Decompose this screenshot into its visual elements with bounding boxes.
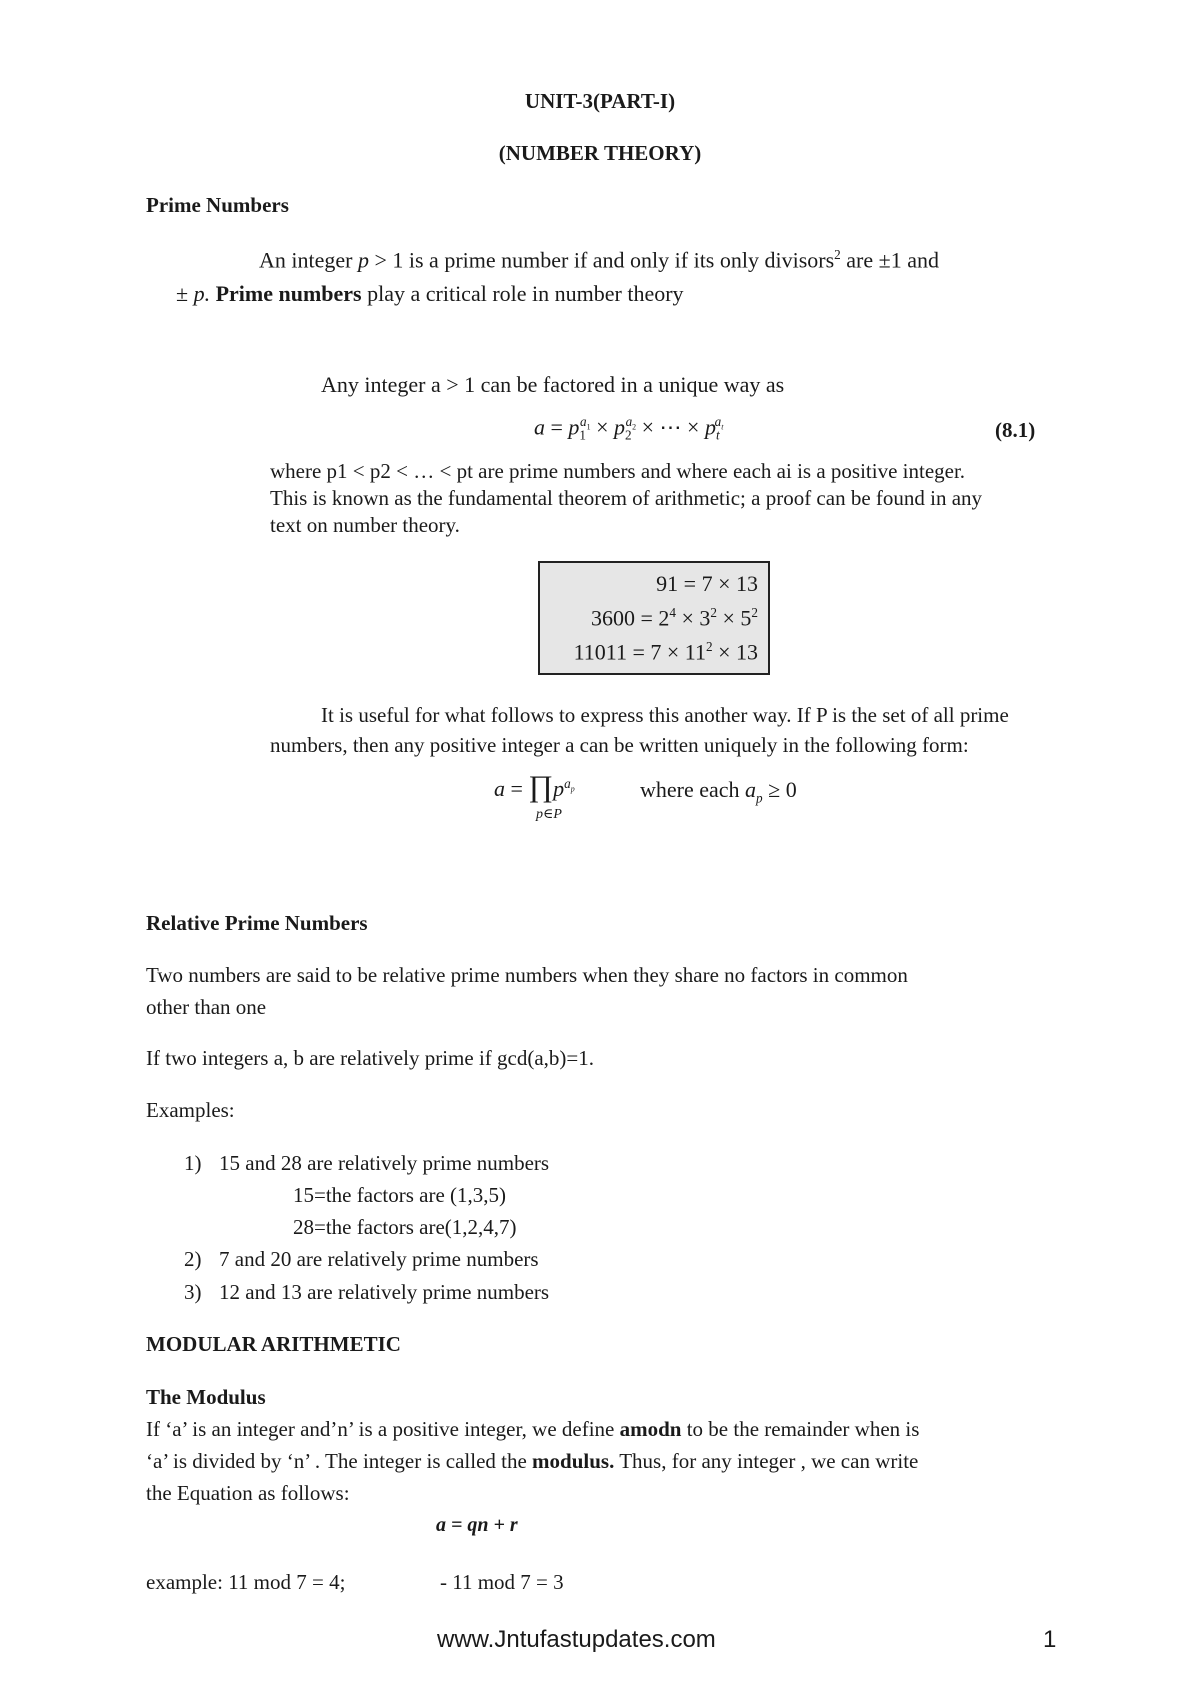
relative-prime-heading: Relative Prime Numbers (146, 911, 368, 935)
factorization-examples-box (538, 561, 770, 675)
gcd-statement: If two integers a, b are relatively prime if gcd(a,b)=1. (146, 1046, 594, 1070)
examples-label: Examples: (146, 1098, 235, 1122)
list-item: 15 and 28 are relatively prime numbers (219, 1151, 550, 1175)
page-number: 1 (1043, 1626, 1057, 1653)
equation-number: (8.1) (995, 418, 1036, 442)
factorization-91: 91 = 7 × 13 (656, 571, 758, 596)
prime-definition-line1: An integer p > 1 is a prime number if and only if its only divisors$^2$ are ±1 and (259, 247, 939, 273)
factorization-11011: $11011 = 7 \times 11^2 \times 13$ (573, 639, 758, 665)
useful-line1: It is useful for what follows to express this another way. If P is the set of all prime (321, 703, 1009, 727)
where-line2: This is known as the fundamental theorem of arithmetic; a proof can be found in any (270, 486, 983, 510)
list-item-number: 1) (184, 1151, 202, 1175)
modulus-equation: a = qn + r (436, 1514, 518, 1536)
modulus-example-positive: example: 11 mod 7 = 4; (146, 1570, 346, 1594)
product-subscript: p∈P (536, 807, 562, 822)
fundamental-equation: $a = p_1^{a_1} \times p_2^{a_2}$ × ⋯ × $p_t^{a_t}$ (534, 414, 724, 443)
relative-definition-line1: Two numbers are said to be relative prime numbers when they share no factors in common (146, 963, 908, 987)
unit-title: UNIT-3(PART-I) (524, 89, 676, 113)
list-item: 7 and 20 are relatively prime numbers (219, 1247, 539, 1271)
relative-definition-line2: other than one (146, 995, 267, 1019)
modulus-line1: If ‘a’ is an integer and’n’ is a positive integer, we define amodn to be the remainder when is (146, 1417, 920, 1441)
prime-numbers-heading: Prime Numbers (146, 193, 289, 217)
prime-definition-line2: ± p. Prime numbers play a critical role in number theory (176, 281, 684, 306)
useful-line2: numbers, then any positive integer a can be written uniquely in the following form: (270, 733, 969, 757)
list-item-number: 3) (184, 1280, 202, 1304)
footer-url[interactable]: www.Jntufastupdates.com (437, 1626, 716, 1653)
modulus-line2: ‘a’ is divided by ‘n’ . The integer is called the modulus. Thus, for any integer , we can write (146, 1449, 919, 1473)
where-line1: where p1 < p2 < … < pt are prime numbers and where each ai is a positive integer. (270, 459, 966, 483)
where-line3: text on number theory. (270, 513, 460, 537)
list-item: 15=the factors are (1,3,5) (293, 1183, 507, 1207)
factorization-3600: $3600 = 2^4 \times 3^2 \times 5^2$ (590, 605, 758, 631)
modular-arithmetic-heading: MODULAR ARITHMETIC (146, 1332, 401, 1356)
modulus-line3: the Equation as follows: (146, 1481, 350, 1505)
subject-title: (NUMBER THEORY) (498, 141, 702, 165)
list-item: 12 and 13 are relatively prime numbers (219, 1280, 550, 1304)
modulus-subheading: The Modulus (146, 1385, 266, 1409)
list-item: 28=the factors are(1,2,4,7) (293, 1215, 517, 1239)
product-condition: where each $a_p \ge 0$ (640, 777, 797, 806)
list-item-number: 2) (184, 1247, 202, 1271)
product-formula: $a = \prod p^{a_p}$ (494, 770, 575, 803)
modulus-example-negative: - 11 mod 7 = 3 (440, 1570, 564, 1594)
factor-intro: Any integer a > 1 can be factored in a unique way as (321, 372, 785, 397)
